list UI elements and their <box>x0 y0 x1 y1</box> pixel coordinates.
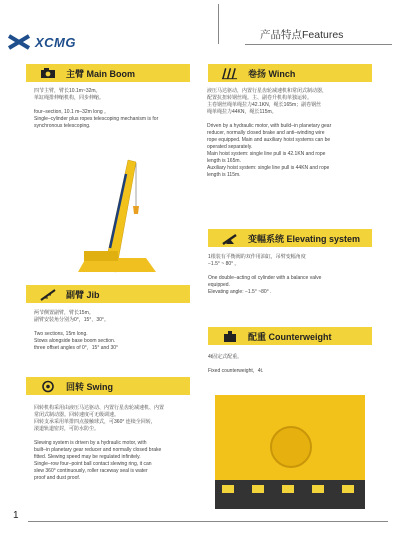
counterweight-text: 4t固定式配重。 Fixed counterweight，4t. <box>208 354 264 374</box>
counterweight-title: 配重 Counterweight <box>248 331 332 342</box>
xcmg-logo-icon <box>7 34 31 50</box>
brand-name: XCMG <box>35 34 76 50</box>
camera-icon <box>39 66 56 80</box>
page-number: 1 <box>13 510 19 521</box>
jib-title: 副臂 Jib <box>66 289 100 300</box>
jib-icon <box>39 287 56 301</box>
swing-icon <box>39 379 56 393</box>
swing-text: 回转机构采用由液压马达驱动、内置行星齿轮减速机、内置 常闭式制动器。回转速度可无级调速。 回转支承采用单排四点接触球式，可360° 连续全回转， 滚道轨道密封，可防水防尘。 Slewing system is driven by a hydraulic motor, with built–in planetary gear reducer and normally closed brake fitted. Slewing speed may be regulated infinitely. Single–row four–point ball contact slewing ring, it can slew 360° continuously, roller raceway seal is water proof and dust proof. <box>34 405 165 481</box>
elevating-text: 1根装有平衡阀的双作用油缸，吊臂变幅角度 −1.5° ~ 80° 。 One double–acting oil cylinder with a balance valve equipped. Elevating angle: −1.5° ~80° . <box>208 254 322 295</box>
footer-rule <box>28 521 388 522</box>
section-header-counterweight <box>208 327 372 345</box>
winch-title: 卷扬 Winch <box>248 68 296 79</box>
header-rule <box>245 44 392 45</box>
main-boom-text: 四节主臂，臂长10.1m~32m。 单缸绳排伸缩机构，同步伸缩。 four–section, 10.1 m–32m long 。 Single–cylinder plus ropes telescoping mechanism is for synchronous telescoping. <box>34 88 159 129</box>
elevating-title: 变幅系统 Elevating system <box>248 233 361 244</box>
header-divider <box>218 4 219 44</box>
section-header-main-boom <box>26 64 190 82</box>
winch-icon <box>221 66 238 80</box>
swing-title: 回转 Swing <box>66 381 113 392</box>
jib-text: 两节侧置副臂，臂长15m。 副臂安装角分别为0°，15°，30°。 Two sections, 15m long. Stows alongside base boom section. three offset angles of 0°，15° and 30° <box>34 310 119 351</box>
page-title: 产品特点Features <box>260 29 344 41</box>
section-header-jib <box>26 285 190 303</box>
section-header-winch <box>208 64 372 82</box>
section-header-swing <box>26 377 190 395</box>
crane-photo <box>26 148 196 276</box>
brand-logo <box>7 33 99 51</box>
section-header-elevating <box>208 229 372 247</box>
counterweight-photo <box>207 395 375 509</box>
winch-text: 液压马达驱动，内置行星齿轮减速机和常闭式制动器， 配置抗扭转钢丝绳。主、副卷升机构单独运转。 主卷钢丝绳单绳拉力42.1KN，绳长165m；副卷钢丝 绳单绳拉力44KN，绳长115m。 Driven by a hydraulic motor, with build–in planetary gear reducer, normally closed brake and anti–winding wire rope equipped. Main and auxiliary hoist systems can be operated separately. Main hoist system: single line pull is 42.1KN and rope length is 165m. Auxiliary hoist system: single line pull is 44KN and rope length is 115m. <box>207 88 332 178</box>
counterweight-icon <box>221 329 238 343</box>
main-boom-title: 主臂 Main Boom <box>66 68 135 79</box>
elevating-icon <box>221 231 238 245</box>
